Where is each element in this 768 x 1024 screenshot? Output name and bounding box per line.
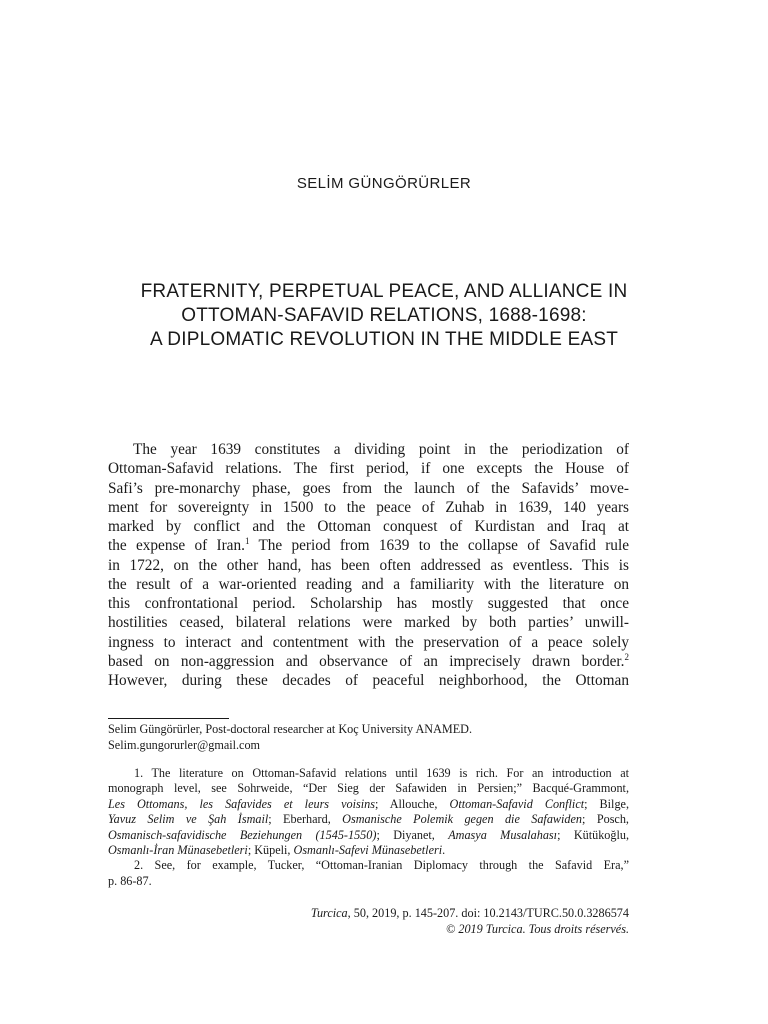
- body-line: Safi’s pre-monarchy phase, goes from the launch of the Safavids’ move-: [108, 479, 629, 497]
- citation-title: Ottoman-Safavid Conflict: [449, 796, 585, 811]
- footnote-2-line: 2. See, for example, Tucker, “Ottoman-Iranian Diplomacy through the Safavid Era,”: [134, 858, 629, 873]
- citation-line: [108, 906, 629, 922]
- footnote-1-line: 1. The literature on Ottoman-Safavid relations until 1639 is rich. For an introduction at: [134, 766, 629, 780]
- citation-text: ; Diyanet,: [376, 827, 449, 842]
- citation-text: ; Kütükoğlu,: [557, 827, 630, 842]
- footnote-ref-2[interactable]: 2: [624, 651, 629, 662]
- citation-details: , 50, 2019, p. 145-207. doi: 10.2143/TURC.50.0.3286574: [347, 906, 629, 920]
- body-paragraph: [108, 440, 629, 690]
- author-name: SELİM GÜNGÖRÜRLER: [296, 175, 472, 192]
- citation-title: Osmanische Polemik gegen die Safawiden: [342, 812, 583, 827]
- citation-text: ; Küpeli,: [247, 843, 294, 858]
- body-line: However, during these decades of peaceful neighborhood, the Ottoman: [108, 672, 629, 689]
- citation-title: Yavuz Selim ve Şah İsmail: [108, 812, 269, 827]
- author-affiliation: [108, 722, 629, 753]
- citation-title: Osmanlı-İran Münasebetleri: [108, 843, 248, 858]
- body-line: this confrontational period. Scholarship has mostly suggested that once: [108, 595, 629, 612]
- footnote-divider: [108, 718, 229, 719]
- footnotes: [108, 766, 629, 889]
- body-line: [108, 652, 629, 671]
- citation-text: ; Eberhard,: [268, 812, 343, 827]
- body-line: hostilities ceased, bilateral relations were marked by both parties’ unwill-: [108, 614, 629, 632]
- body-text-segment: The period from 1639 to the collapse of Savafid rule: [249, 537, 629, 555]
- title-line-2: OTTOMAN-SAFAVID RELATIONS, 1688-1698:: [181, 305, 587, 326]
- body-line: Ottoman-Safavid relations. The first period, if one excepts the House of: [108, 460, 629, 478]
- body-line: in 1722, on the other hand, has been often addressed as eventless. This is: [108, 556, 629, 574]
- body-text-segment: based on non-aggression and observance of an imprecisely drawn border.: [108, 652, 625, 670]
- citation-text: ; Posch,: [582, 812, 629, 827]
- citation-text: ; Bilge,: [584, 796, 629, 811]
- footnote-ref-1[interactable]: 1: [244, 536, 250, 547]
- footnote-1-line: [108, 828, 629, 843]
- title-line-1: FRATERNITY, PERPETUAL PEACE, AND ALLIANCE IN: [140, 281, 628, 302]
- footnote-2-line: p. 86-87.: [108, 873, 152, 888]
- article-title: [60, 280, 708, 352]
- page-footer: [108, 906, 629, 937]
- footnote-1-line: [108, 843, 629, 858]
- body-line: marked by conflict and the Ottoman conquest of Kurdistan and Iraq at: [108, 518, 629, 535]
- title-line-3: A DIPLOMATIC REVOLUTION IN THE MIDDLE EAST: [150, 329, 618, 350]
- body-text-segment: the expense of Iran.: [108, 537, 245, 555]
- body-line: ingness to interact and contentment with the preservation of a peace solely: [108, 633, 629, 651]
- body-line: the result of a war-oriented reading and a familiarity with the literature on: [108, 575, 629, 593]
- citation-title: Les Ottomans, les Safavides et leurs voisins: [108, 796, 375, 811]
- citation-title: Osmanlı-Safevi Münasebetleri: [293, 843, 443, 858]
- footnote-1-line: [108, 797, 629, 812]
- author-email[interactable]: Selim.gungorurler@gmail.com: [108, 737, 261, 752]
- body-line: The year 1639 constitutes a dividing point in the periodization of: [133, 441, 629, 458]
- citation-text: ; Allouche,: [374, 796, 450, 811]
- copyright-notice: © 2019 Turcica. Tous droits réservés.: [446, 921, 629, 936]
- citation-title: Osmanisch-safavidische Beziehungen (1545-1550): [108, 827, 377, 842]
- body-line: ment for sovereignty in 1500 to the peace of Zuhab in 1639, 140 years: [108, 498, 629, 516]
- citation-title: Amasya Musalahası: [448, 827, 558, 842]
- footnote-1-line: [108, 812, 629, 827]
- footnote-1-line: monograph level, see Sohrweide, “Der Sieg der Safawiden in Persien;” Bacqué-Grammont,: [108, 781, 629, 796]
- journal-name: Turcica: [310, 906, 348, 920]
- citation-text: .: [442, 843, 446, 858]
- affiliation-line: Selim Güngörürler, Post-doctoral researcher at Koç University ANAMED.: [108, 722, 473, 736]
- body-line: [108, 536, 629, 555]
